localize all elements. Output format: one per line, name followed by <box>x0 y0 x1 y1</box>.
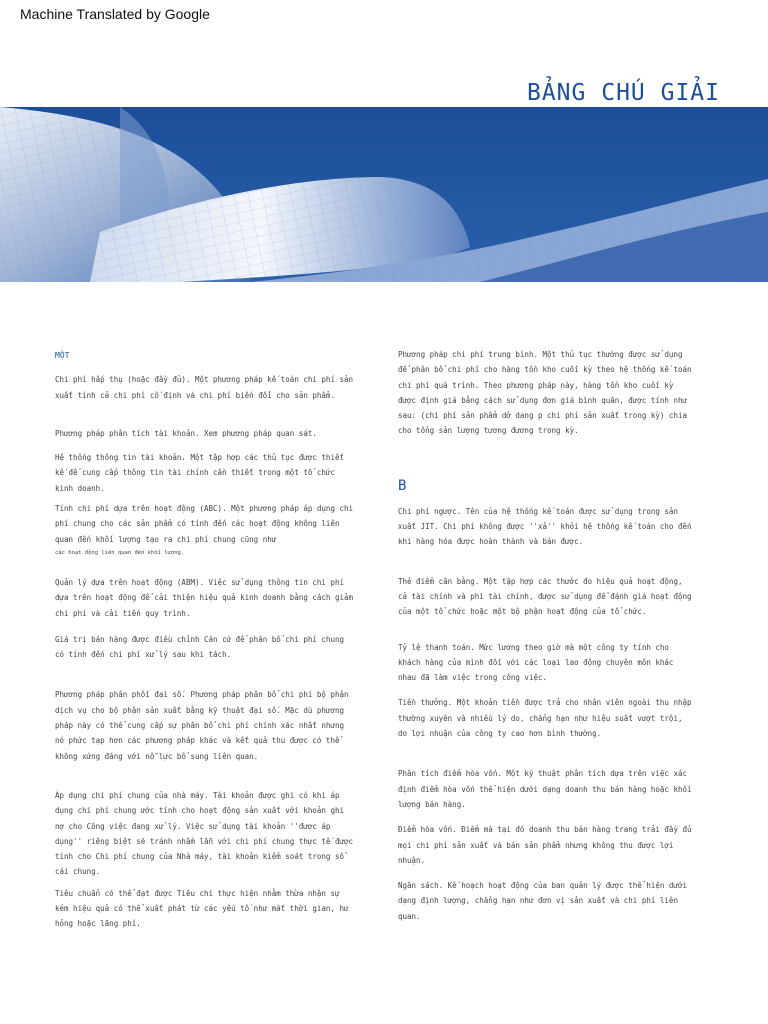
glossary-entry: Điểm hòa vốn. Điểm mà tại đó doanh thu bán hàng trang trải đầy đủ mọi chi phí sản xuất và bán sản phẩm nhưng không thu được lợi nhuận. <box>398 825 692 865</box>
glossary-entry: Chi phí hấp thụ (hoặc đầy đủ). Một phương pháp kế toán chi phí sản xuất tính cả chi phí cố định và chi phí biến đổi cho sản phẩm. <box>55 375 354 400</box>
glossary-right-column <box>398 347 694 924</box>
glossary-entry: Tính chi phí dựa trên hoạt động (ABC). Một phương pháp áp dụng chi phí chung cho các sản phẩm có tính đến các hoạt động không liên quan đến khối lượng tạo ra chi phí chung cũng như <box>55 504 354 544</box>
glossary-entry: Tiêu chuẩn có thể đạt được Tiêu chí thực hiện nhằm thừa nhận sự kém hiệu quả có thể xuất phát từ các yếu tố như mắt thời gian, hư hỏng hoặc lãng phí. <box>55 888 349 929</box>
glossary-entry: Chi phí ngược. Tên của hệ thống kế toán được sử dụng trong sản xuất JIT. Chi phí không được ''xả'' khỏi hệ thống kế toán cho đến khi hàng hóa được hoàn thành và bán được. <box>398 506 692 547</box>
section-heading-b: B <box>398 477 407 494</box>
glossary-entry: Phương pháp phân tích tài khoản. Xem phương pháp quan sát. <box>55 428 317 438</box>
glossary-entry: Giá trị bán hàng được điều chỉnh Căn cứ để phân bổ chi phí chung có tính đến chi phí xử lý sau khi tách. <box>55 634 344 660</box>
glossary-entry: Phương pháp chi phí trung bình. Một thủ tục thường được sử dụng để phân bổ chi phí cho hàng tồn kho cuối kỳ theo hệ thống kế toán chi phí quá trình. Theo phương pháp này, hàng tồn kho cuối kỳ được định giá bằng cách sử dụng đơn giá bình quân, được tính như sau: (chi phí sản phẩm dở dang p chi phí sản xuất trong kỳ) chia cho tổng sản lượng tương đương trong kỳ. <box>398 350 692 436</box>
glossary-left-column <box>55 348 355 932</box>
machine-translation-banner: Machine Translated by Google <box>20 6 210 22</box>
glossary-entry: Tiền thưởng. Một khoản tiền được trả cho nhân viên ngoài thu nhập thường xuyên và nhiều lý do, chẳng hạn như hiệu suất vượt trội, do lợi nhuận của công ty cao hơn bình thường. <box>398 698 692 739</box>
glossary-entry: Ngân sách. Kế hoạch hoạt động của ban quản lý được thể hiện dưới dạng định lượng, chẳng hạn như đơn vị sản xuất và chi phí liên quan. <box>398 881 687 921</box>
glossary-entry: Thẻ điểm cân bằng. Một tập hợp các thước đo hiệu quả hoạt động, cả tài chính và phi tài chính, được sử dụng để đánh giá hoạt động của một tổ chức hoặc một bộ phận hoạt động của tổ chức. <box>398 576 692 617</box>
glossary-entry-continuation: các hoạt động liên quan đến khối lượng. <box>55 549 185 556</box>
hero-architecture-image <box>0 107 768 282</box>
section-heading-a: MỘT <box>55 351 70 360</box>
glossary-entry: Áp dụng chi phí chung của nhà máy. Tài khoản được ghi có khi áp dụng chi phí chung ước tính cho hoạt động sản xuất với khoản ghi nợ cho Công việc đang xử lý. Việc sử dụng tài khoản ''được áp dụng'' riêng biệt sẽ tránh nhầm lẫn với chi phí chung thực tế được tính cho Chi phí chung của Nhà máy, tài khoản kiểm soát trong sổ cái chung. <box>55 790 354 877</box>
glossary-entry: Hệ thống thông tin tài khoản. Một tập hợp các thủ tục được thiết kế để cung cấp thông tin tài chính cần thiết trong một tổ chức kinh doanh. <box>55 453 344 493</box>
glossary-entry: Tỷ lệ thanh toán. Mức lương theo giờ mà một công ty tính cho khách hàng của mình đối với các loại lao động chuyên môn khác nhau đã làm việc trong công việc. <box>398 642 674 683</box>
glossary-entry: Phương pháp phân phối đại số. Phương pháp phân bổ chi phí bộ phận dịch vụ cho bộ phận sản xuất bằng kỹ thuật đại số. Mặc dù phương pháp này có thể cung cấp sự phân bổ chi phí chính xác nhất nhưng nó phức tạp hơn các phương pháp khác và kết quả thu được có thể không xứng đáng với nỗ lực bổ sung liên quan. <box>55 690 349 761</box>
glossary-entry: Quản lý dựa trên hoạt động (ABM). Việc sử dụng thông tin chi phí dựa trên hoạt động để cải thiện hiệu quả kinh doanh bằng cách giảm chi phí và cải tiến quy trình. <box>55 577 354 618</box>
glossary-entry: Phân tích điểm hòa vốn. Một kỹ thuật phân tích dựa trên việc xác định điểm hòa vốn thể hiện dưới dạng doanh thu bán hàng hoặc khối lượng bán hàng. <box>398 769 692 809</box>
page-title: BẢNG CHÚ GIẢI <box>526 80 720 106</box>
